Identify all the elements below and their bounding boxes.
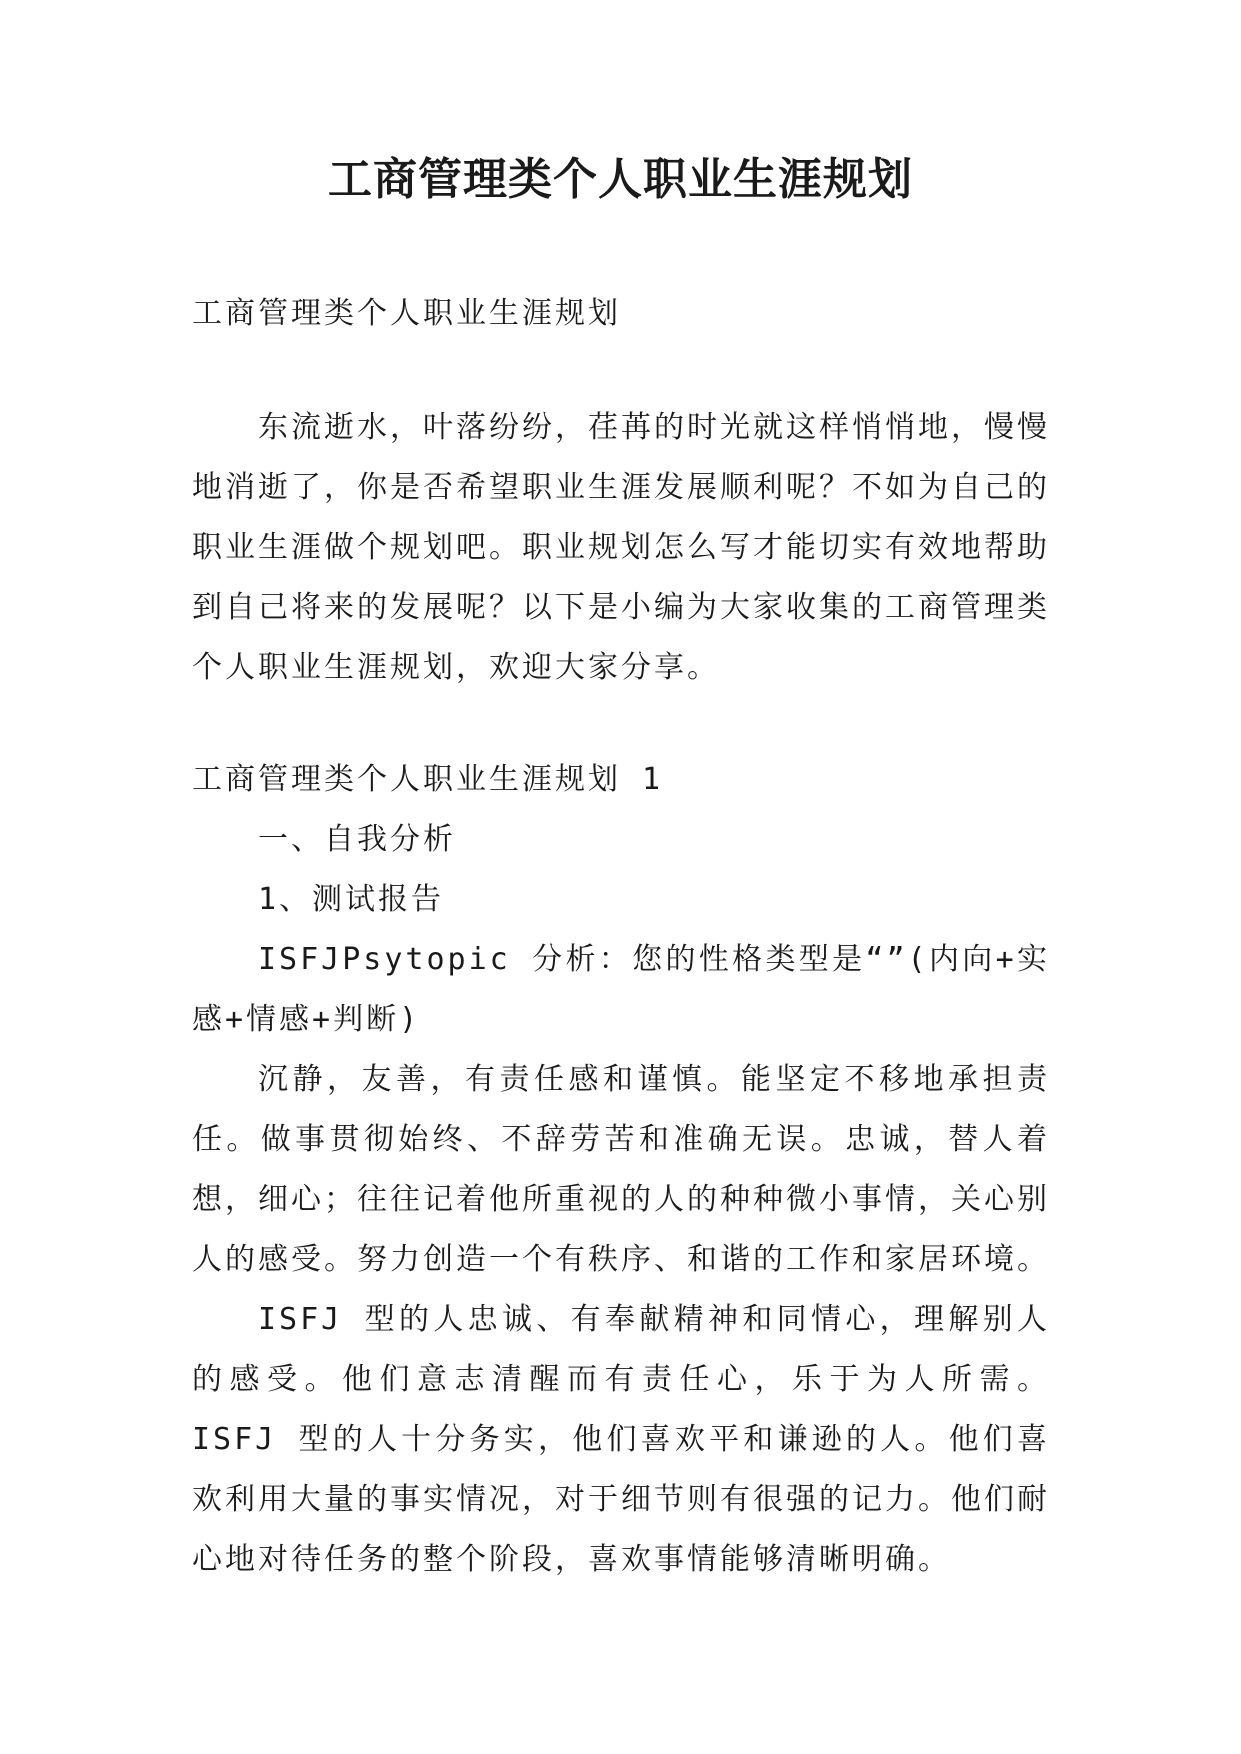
paragraph-isfj: ISFJ 型的人忠诚、有奉献精神和同情心，理解别人的感受。他们意志清醒而有责任心，乐于为人所需。 ISFJ 型的人十分务实，他们喜欢平和谦逊的人。他们喜欢利用大量的事实情况，对于细节则有很强的记力。他们耐心地对待任务的整个阶段，喜欢事情能够清晰明确。 <box>192 1302 1050 1577</box>
section-1 <box>192 750 1050 1590</box>
document-subtitle <box>192 284 1050 344</box>
intro-paragraph: 东流逝水，叶落纷纷，荏苒的时光就这样悄悄地，慢慢地消逝了，你是否希望职业生涯发展顺利呢？不如为自己的职业生涯做个规划吧。职业规划怎么写才能切实有效地帮助到自己将来的发展呢？以下是小编为大家收集的工商管理类个人职业生涯规划，欢迎大家分享。 <box>192 410 1050 685</box>
paragraph-traits: 沉静，友善，有责任感和谨慎。能坚定不移地承担责任。做事贯彻始终、不辞劳苦和准确无误。忠诚，替人着想，细心；往往记着他所重视的人的种种微小事情，关心别人的感受。努力创造一个有秩序、和谐的工作和家居环境。 <box>192 1062 1050 1277</box>
intro-section <box>192 398 1050 698</box>
heading-self-analysis: 一、自我分析 <box>258 822 456 857</box>
paragraph-personality-type: ISFJPsytopic 分析：您的性格类型是“”(内向+实感+情感+判断) <box>192 942 1050 1037</box>
section-heading: 工商管理类个人职业生涯规划 1 <box>192 762 664 797</box>
document-title: 工商管理类个人职业生涯规划 <box>328 154 913 205</box>
heading-test-report: 1、测试报告 <box>258 882 445 917</box>
subtitle-text: 工商管理类个人职业生涯规划 <box>192 296 621 331</box>
